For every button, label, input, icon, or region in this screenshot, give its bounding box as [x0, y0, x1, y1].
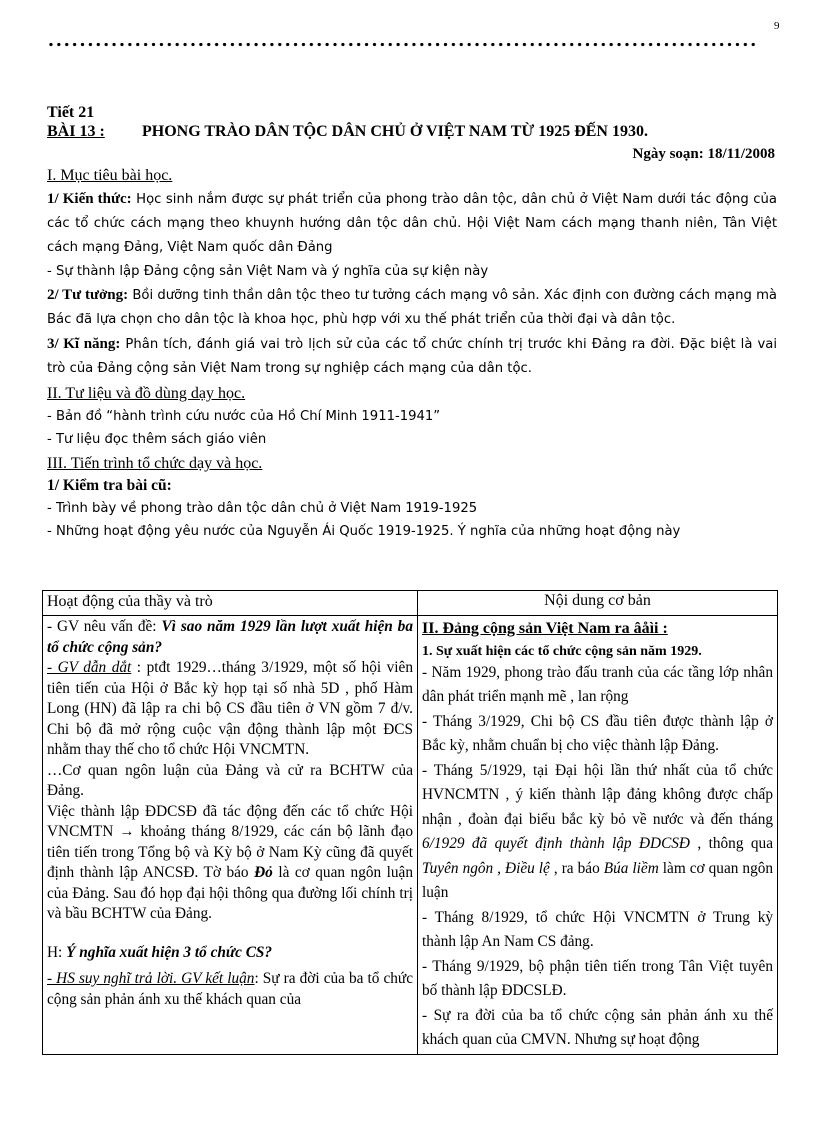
review-label: 1/ Kiểm tra bài cũ: — [47, 477, 172, 494]
page-number: 9 — [774, 20, 780, 32]
hs-label: - HS suy nghĩ trả lời. GV kết luận — [47, 970, 255, 987]
ideology-paragraph — [47, 283, 777, 332]
activity-table — [42, 590, 778, 1055]
knowledge-text: Học sinh nắm được sự phát triển của phong trào dân tộc, dân chủ ở Việt Nam dưới tác động của các tổ chức cách mạng theo khuynh hướng dân tộc dân chủ. Hội Việt Nam cách mạng thanh niên, Tân Việt cách mạng Đảng, Việt Nam quốc dân Đảng — [47, 192, 777, 255]
gv-question: Vì sao năm 1929 lần lượt xuất hiện ba tổ chức cộng sản? — [47, 618, 413, 656]
section-objectives-title: I. Mục tiêu bài học. — [47, 167, 173, 184]
skills-text: Phân tích, đánh giá vai trò lịch sử của các tổ chức chính trị trước khi Đảng ra đời. Đặc biệt là vai trò của Đảng cộng sản Việt Nam trong sự nghiệp cách mạng của dân tộc. — [47, 337, 777, 376]
materials-item: - Tư liệu đọc thêm sách giáo viên — [47, 432, 267, 447]
content-heading: II. Đảng cộng sản Việt Nam ra âåìi : — [422, 620, 668, 637]
table-header-row — [43, 591, 778, 616]
content-item — [422, 759, 773, 906]
skills-paragraph — [47, 332, 777, 381]
activity-paragraph-3 — [47, 802, 413, 925]
section-materials-title: II. Tư liệu và đồ dùng dạy học. — [47, 385, 246, 402]
gv-lead-text: : ptđt 1929…tháng 3/1929, một số hội viên tiên tiến của Hội ở Bắc kỳ họp tại số nhà 5D , phố Hàm Long (HN) đã lập ra chi bộ CS đầu tiên ở VN gồm 7 đ/v. Chi bộ đã mở rộng cuộc vận động thành lập một ĐCS nhằm thay thế cho tổ chức Hội VNCMTN. — [47, 659, 413, 758]
r3-text-c: , ra báo — [549, 859, 604, 877]
r3-text-d: làm cơ quan ngôn luận — [422, 859, 774, 901]
materials-item: - Bản đồ “hành trình cứu nước của Hồ Chí Minh 1911-1941” — [47, 409, 441, 424]
table-row — [43, 616, 778, 1055]
ideology-text: Bồi dưỡng tinh thần dân tộc theo tư tưởng cách mạng vô sản. Xác định con đường cách mạng mà Bác đã lựa chọn cho dân tộc là khoa học, phù hợp với xu thế phát triển của thời đại và dân tộc. — [47, 288, 777, 327]
activity-paragraph: …Cơ quan ngôn luận của Đảng và cử ra BCHTW của Đảng. — [47, 761, 413, 799]
p3-text-a: Việc thành lập ĐDCSĐ đã tác động đến các tổ chức Hội VNCMTN — [47, 802, 413, 840]
content-item: - Tháng 9/1929, bộ phận tiên tiến trong Tân Việt tuyên bố thành lập ĐDCSLĐ. — [422, 957, 773, 999]
question-label: H: — [47, 943, 67, 961]
r3-text-a: - Tháng 5/1929, tại Đại hội lần thứ nhất của tổ chức HVNCMTN , ý kiến thành lập đảng không được chấp nhận , đoàn đại biểu bắc kỳ bỏ về nước và đến tháng — [422, 761, 773, 828]
content-item: - Tháng 8/1929, tổ chức Hội VNCMTN ở Trung kỳ thành lập An Nam CS đảng. — [422, 908, 773, 950]
lesson-header — [47, 104, 777, 543]
lesson-number: BÀI 13 : — [47, 123, 105, 140]
p3-newspaper: Đỏ — [254, 864, 273, 881]
hs-text: : Sự ra đời của ba tổ chức cộng sản phản ánh xu thế khách quan của — [47, 970, 413, 1008]
r3-italic-1: 6/1929 đã quyết định thành lập ĐDCSĐ — [422, 835, 690, 852]
r3-italic-2: Tuyên ngôn , Điều lệ — [422, 859, 550, 877]
r3-text-b: , thông qua — [689, 835, 773, 852]
significance-question: Ý nghĩa xuất hiện 3 tổ chức CS? — [66, 943, 273, 961]
gv-prefix: - GV nêu vấn đề: — [47, 618, 162, 635]
header-content: Nội dung cơ bản — [418, 591, 778, 616]
skills-label: 3/ Kĩ năng: — [47, 336, 121, 352]
r3-italic-3: Búa liềm — [603, 859, 659, 877]
knowledge-label: 1/ Kiến thức: — [47, 191, 132, 207]
header-activities: Hoạt động của thầy và trò — [43, 591, 418, 616]
content-item: - Tháng 3/1929, Chi bộ CS đầu tiên được thành lập ở Bắc kỳ, nhằm chuẩn bị cho việc thành lập Đảng. — [422, 712, 773, 754]
date-prepared: Ngày soạn: 18/11/2008 — [632, 146, 775, 162]
lesson-title: PHONG TRÀO DÂN TỘC DÂN CHỦ Ở VIỆT NAM TỪ 1925 ĐẾN 1930. — [142, 123, 648, 140]
ideology-label: 2/ Tư tưởng: — [47, 287, 129, 303]
content-cell — [418, 616, 778, 1055]
lesson-period: Tiết 21 — [47, 104, 95, 121]
review-item: - Trình bày về phong trào dân tộc dân chủ ở Việt Nam 1919-1925 — [47, 501, 478, 516]
review-item: - Những hoạt động yêu nước của Nguyễn Ái Quốc 1919-1925. Ý nghĩa của những hoạt động này — [47, 524, 681, 539]
knowledge-paragraph — [47, 187, 777, 260]
arrow-icon: → — [119, 823, 135, 840]
dotted-separator — [47, 42, 757, 47]
content-subheading: 1. Sự xuất hiện các tổ chức cộng sản năm 1929. — [422, 643, 702, 659]
knowledge-line2: - Sự thành lập Đảng cộng sản Việt Nam và ý nghĩa của sự kiện này — [47, 264, 489, 279]
content-item: - Sự ra đời của ba tổ chức cộng sản phản ánh xu thế khách quan của CMVN. Nhưng sự hoạt động — [422, 1006, 773, 1048]
p3-text-c: là cơ quan ngôn luận của Đảng. Sau đó họp đại hội thông qua đường lối chính trị và bầu BCHTW của Đảng. — [47, 864, 413, 922]
gv-lead-label: - GV dẫn dắt — [47, 659, 132, 676]
section-process-title: III. Tiến trình tổ chức dạy và học. — [47, 455, 263, 472]
lesson-title-row — [47, 122, 777, 142]
p3-text-b: khoảng tháng 8/1929, các cán bộ lãnh đạo tiên tiến trong Tổng bộ và Kỳ bộ ở Nam Kỳ cũng đã quyết định thành lập ANCSĐ. Tờ báo — [47, 823, 413, 881]
content-item: - Năm 1929, phong trào đấu tranh của các tầng lớp nhân dân phát triển mạnh mẽ , lan rộng — [422, 663, 773, 705]
activities-cell — [43, 616, 418, 1055]
